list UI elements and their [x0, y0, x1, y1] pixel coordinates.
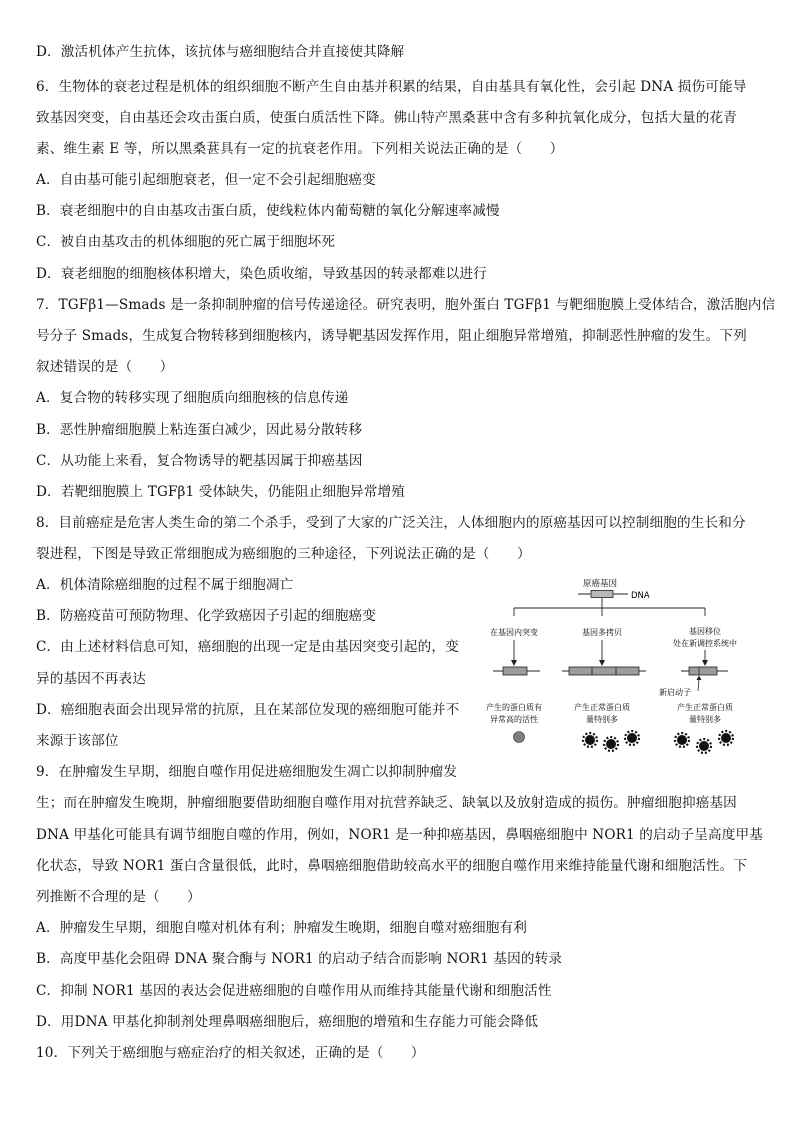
q6-option-a: A．自由基可能引起细胞衰老，但一定不会引起细胞癌变: [36, 172, 376, 188]
q9-stem-line3: DNA 甲基化可能具有调节细胞自噬的作用，例如，NOR1 是一种抑癌基因，鼻咽癌细胞中 NOR1 的启动子呈高度甲基: [36, 827, 763, 843]
oncogene-pathway-figure: [478, 572, 750, 757]
figure-gene-top: [591, 591, 613, 598]
figure-branch3-label2: 处在新调控系统中: [673, 639, 737, 648]
q9-option-b: B．高度甲基化会阻碍 DNA 聚合酶与 NOR1 的启动子结合而影响 NOR1 基因的转录: [36, 951, 563, 967]
q8-stem-line1: 8．目前癌症是危害人类生命的第二个杀手，受到了大家的广泛关注，人体细胞内的原癌基因可以控制细胞的生长和分: [36, 515, 746, 531]
figure-gene-copies: [569, 667, 639, 675]
q7-stem-line1: 7．TGFβ1—Smads 是一条抑制肿瘤的信号传递途径。研究表明，胞外蛋白 TGFβ1 与靶细胞膜上受体结合，激活胞内信: [36, 297, 776, 313]
figure-result1-line2: 异常高的活性: [490, 715, 538, 724]
q8-option-c-line2: 异的基因不再表达: [36, 671, 146, 687]
q7-option-a: A．复合物的转移实现了细胞质向细胞核的信息传递: [36, 390, 349, 406]
q6-option-c: C．被自由基攻击的机体细胞的死亡属于细胞坏死: [36, 234, 336, 250]
q7-option-d: D．若靶细胞膜上 TGFβ1 受体缺失，仍能阻止细胞异常增殖: [36, 484, 405, 500]
q9-option-d: D．用DNA 甲基化抑制剂处理鼻咽癌细胞后，癌细胞的增殖和生存能力可能会降低: [36, 1014, 539, 1030]
q9-stem-line4: 化状态，导致 NOR1 蛋白含量很低，此时，鼻咽癌细胞借助较高水平的细胞自噬作用来维持能量代谢和细胞活性。下: [36, 858, 748, 874]
q9-stem-line1: 9．在肿瘤发生早期，细胞自噬作用促进癌细胞发生凋亡以抑制肿瘤发: [36, 764, 458, 780]
figure-promoter-arrow: [697, 676, 702, 681]
figure-proteins-branch2: [583, 731, 639, 751]
figure-result2-line1: 产生正常蛋白质: [574, 703, 630, 712]
q9-option-a: A．肿瘤发生早期，细胞自噬对机体有利；肿瘤发生晚期，细胞自噬对癌细胞有利: [36, 920, 527, 936]
figure-branch2-label: 基因多拷贝: [582, 628, 622, 637]
q7-option-c: C．从功能上来看，复合物诱导的靶基因属于抑癌基因: [36, 453, 363, 469]
figure-result1-line1: 产生的蛋白质有: [486, 703, 542, 712]
q8-stem-line2: 裂进程，下图是导致正常细胞成为癌细胞的三种途径，下列说法正确的是（ ）: [36, 546, 531, 562]
q6-option-d: D．衰老细胞的细胞核体积增大，染色质收缩，导致基因的转录都难以进行: [36, 266, 487, 282]
figure-translocated-gene: [689, 667, 717, 675]
figure-new-promoter-label: 新启动子: [659, 688, 691, 697]
figure-proteins-branch3: [675, 731, 733, 753]
q7-option-b: B．恶性肿瘤细胞膜上粘连蛋白减少，因此易分散转移: [36, 422, 363, 438]
q6-stem-line2: 致基因突变，自由基还会攻击蛋白质，使蛋白质活性下降。佛山特产黑桑葚中含有多种抗氧化成分，包括大量的花青: [36, 110, 737, 126]
q6-stem-line3: 素、维生素 E 等，所以黑桑葚具有一定的抗衰老作用。下列相关说法正确的是（ ）: [36, 141, 564, 157]
figure-branch1-label: 在基因内突变: [490, 628, 538, 637]
figure-result3-line2: 量特别多: [689, 715, 721, 724]
figure-mutated-gene: [503, 667, 527, 675]
q6-option-b: B．衰老细胞中的自由基攻击蛋白质，使线粒体内葡萄糖的氧化分解速率减慢: [36, 203, 500, 219]
q10-stem: 10．下列关于癌细胞与癌症治疗的相关叙述，正确的是（ ）: [36, 1045, 425, 1061]
q7-stem-line3: 叙述错误的是（ ）: [36, 359, 174, 375]
figure-result2-line2: 量特别多: [586, 715, 618, 724]
figure-arrow-branch2: [599, 660, 605, 666]
figure-arrow-branch3: [702, 660, 708, 666]
figure-branch3-label1: 基因移位: [689, 627, 721, 636]
q9-stem-line5: 列推断不合理的是（ ）: [36, 889, 201, 905]
q8-option-b: B．防癌疫苗可预防物理、化学致癌因子引起的细胞癌变: [36, 608, 376, 624]
q8-option-a: A．机体清除癌细胞的过程不属于细胞凋亡: [36, 577, 294, 593]
q5-option-d: D．激活机体产生抗体，该抗体与癌细胞结合并直接使其降解: [36, 44, 405, 60]
figure-proto-oncogene-label: 原癌基因: [583, 579, 618, 589]
q9-stem-line2: 生；而在肿瘤发生晚期，肿瘤细胞要借助细胞自噬作用对抗营养缺乏、缺氧以及放射造成的损伤。肿瘤细胞抑癌基因: [36, 795, 737, 811]
q7-stem-line2: 号分子 Smads，生成复合物转移到细胞核内，诱导靶基因发挥作用，阻止细胞异常增殖，抑制恶性肿瘤的发生。下列: [36, 328, 747, 344]
q8-option-d-line2: 来源于该部位: [36, 733, 119, 749]
figure-protein-active: [514, 732, 525, 743]
q6-stem-line1: 6．生物体的衰老过程是机体的组织细胞不断产生自由基并积累的结果，自由基具有氧化性，会引起 DNA 损伤可能导: [36, 79, 747, 95]
figure-arrow-branch1: [511, 660, 517, 666]
figure-dna-label: DNA: [631, 591, 650, 601]
q9-option-c: C．抑制 NOR1 基因的表达会促进癌细胞的自噬作用从而维持其能量代谢和细胞活性: [36, 983, 552, 999]
figure-result3-line1: 产生正常蛋白质: [677, 703, 733, 712]
q8-option-c-line1: C．由上述材料信息可知，癌细胞的出现一定是由基因突变引起的，变: [36, 639, 459, 655]
q8-option-d-line1: D．癌细胞表面会出现异常的抗原，且在某部位发现的癌细胞可能并不: [36, 702, 460, 718]
